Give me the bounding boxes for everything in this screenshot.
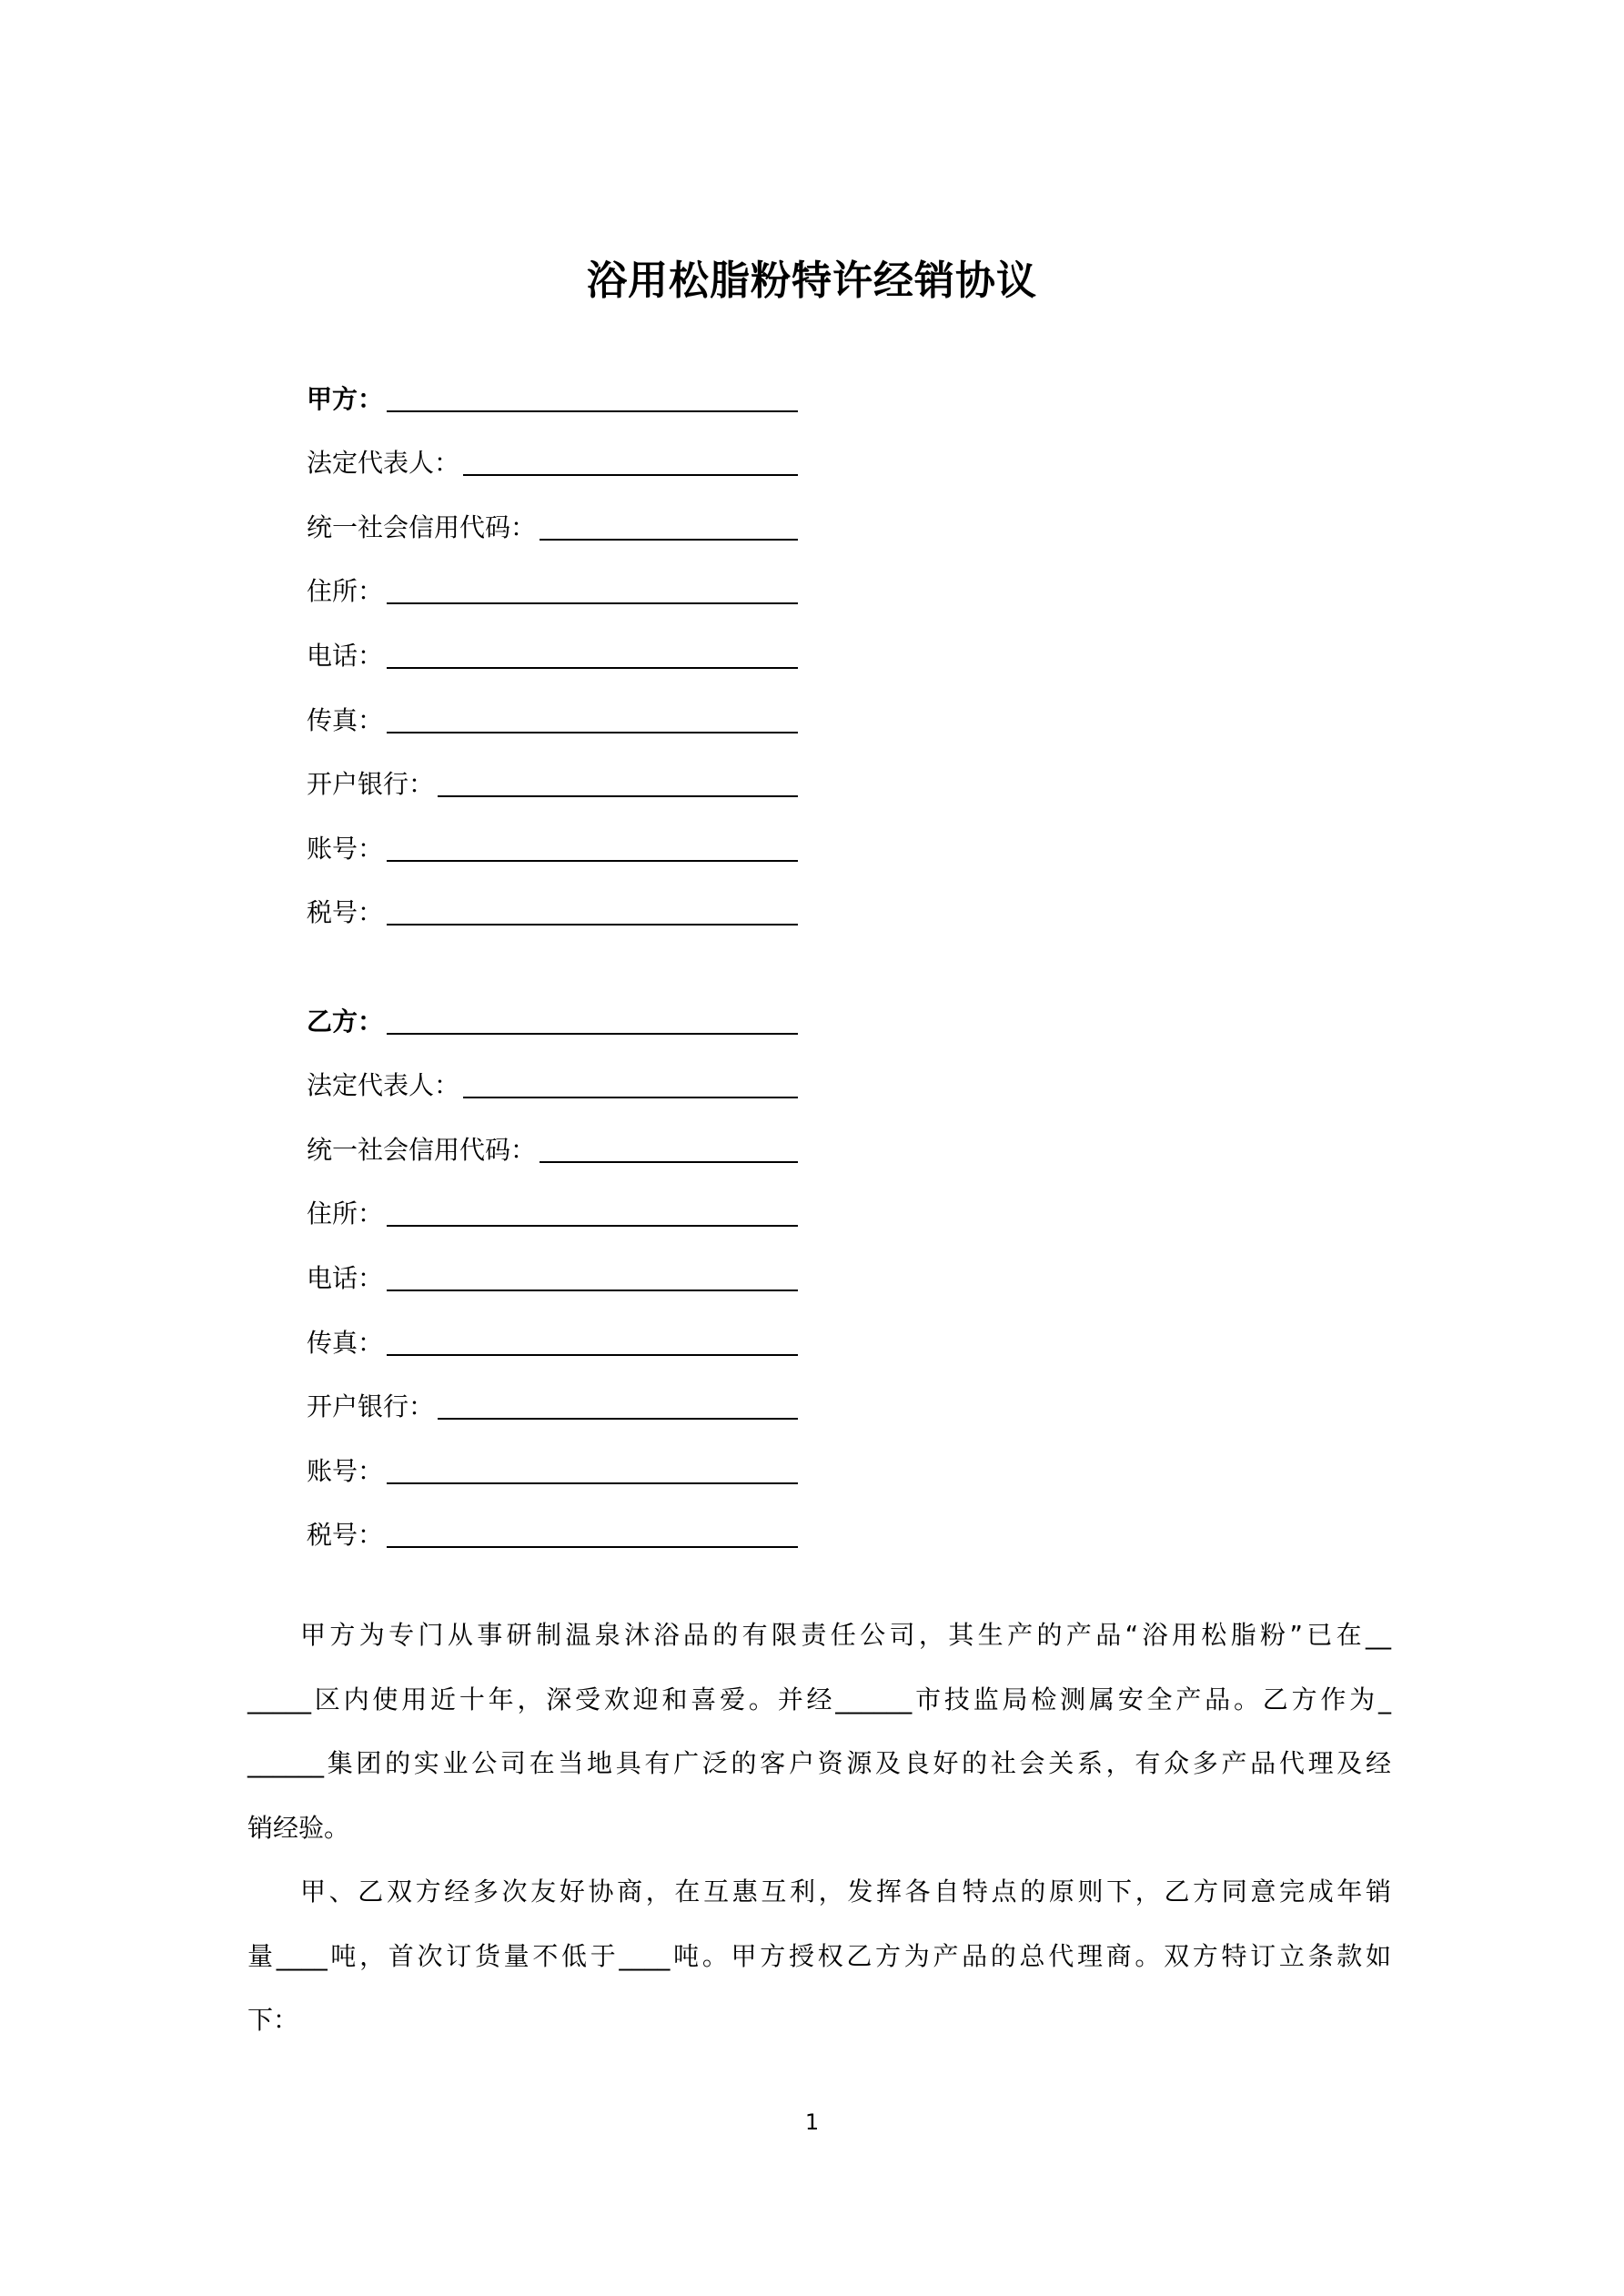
field-label: 传真： — [307, 704, 384, 735]
field-label: 住所： — [307, 1199, 384, 1229]
field-label: 电话： — [307, 1262, 384, 1293]
field-label: 甲方： — [307, 383, 384, 414]
field-label: 统一社会信用代码： — [307, 511, 537, 542]
page-number: 1 — [804, 2109, 820, 2135]
field-label: 法定代表人： — [307, 448, 460, 479]
field-tax-id[interactable] — [307, 1493, 798, 1558]
field-phone[interactable] — [307, 1236, 798, 1300]
blank-line[interactable] — [387, 1225, 798, 1227]
field-label: 账号： — [307, 833, 384, 864]
field-label: 法定代表人： — [307, 1070, 460, 1101]
field-fax[interactable] — [307, 678, 798, 743]
party-b-info — [307, 979, 798, 1557]
blank-line[interactable] — [438, 795, 798, 797]
paragraph-intro — [247, 1603, 1391, 1860]
field-label: 统一社会信用代码： — [307, 1134, 537, 1165]
text-line: ______集团的实业公司在当地具有广泛的客户资源及良好的社会关系，有众多产品代理及经 — [247, 1748, 1391, 1779]
blank-line[interactable] — [387, 667, 798, 669]
text-line: _____区内使用近十年，深受欢迎和喜爱。并经______市技监局检测属安全产品。乙方作为_ — [247, 1684, 1391, 1714]
blank-line[interactable] — [387, 410, 798, 412]
field-label: 传真： — [307, 1327, 384, 1358]
field-label: 税号： — [307, 897, 384, 928]
field-label: 账号： — [307, 1455, 384, 1486]
blank-line[interactable] — [540, 1161, 798, 1163]
field-label: 开户银行： — [307, 1391, 435, 1422]
field-account[interactable] — [307, 806, 798, 871]
text-line: 下： — [247, 2005, 299, 2036]
field-label: 开户银行： — [307, 769, 435, 800]
field-address[interactable] — [307, 550, 798, 614]
field-label: 住所： — [307, 576, 384, 607]
field-credit-code[interactable] — [307, 485, 798, 550]
document-title: 浴用松脂粉特许经销协议 — [587, 258, 1037, 304]
blank-line[interactable] — [438, 1418, 798, 1420]
blank-line[interactable] — [387, 1482, 798, 1484]
paragraph-agreement — [247, 1860, 1391, 2053]
field-party-a[interactable] — [307, 357, 798, 421]
blank-line[interactable] — [387, 602, 798, 604]
blank-line[interactable] — [463, 1097, 798, 1098]
field-label: 税号： — [307, 1520, 384, 1551]
blank-line[interactable] — [387, 1546, 798, 1548]
field-account[interactable] — [307, 1429, 798, 1493]
blank-line[interactable] — [540, 539, 798, 541]
text-line: 量____吨，首次订货量不低于____吨。甲方授权乙方为产品的总代理商。双方特订立条款如 — [247, 1940, 1391, 1971]
blank-line[interactable] — [463, 474, 798, 476]
blank-line[interactable] — [387, 860, 798, 862]
field-bank[interactable] — [307, 743, 798, 807]
text-line: 甲、乙双方经多次友好协商，在互惠互利，发挥各自特点的原则下，乙方同意完成年销 — [300, 1876, 1391, 1907]
blank-line[interactable] — [387, 1033, 798, 1035]
text-line: 销经验。 — [247, 1812, 350, 1843]
blank-line[interactable] — [387, 732, 798, 733]
party-a-info — [307, 357, 798, 935]
field-label: 乙方： — [307, 1006, 384, 1037]
field-legal-rep[interactable] — [307, 421, 798, 486]
field-party-b[interactable] — [307, 979, 798, 1044]
field-label: 电话： — [307, 640, 384, 671]
text-line: 甲方为专门从事研制温泉沐浴品的有限责任公司，其生产的产品“浴用松脂粉”已在__ — [300, 1620, 1391, 1650]
field-legal-rep[interactable] — [307, 1044, 798, 1108]
blank-line[interactable] — [387, 924, 798, 925]
blank-line[interactable] — [387, 1354, 798, 1356]
field-fax[interactable] — [307, 1300, 798, 1365]
field-phone[interactable] — [307, 613, 798, 678]
field-address[interactable] — [307, 1172, 798, 1237]
field-tax-id[interactable] — [307, 871, 798, 936]
field-credit-code[interactable] — [307, 1108, 798, 1172]
blank-line[interactable] — [387, 1290, 798, 1291]
field-bank[interactable] — [307, 1365, 798, 1430]
